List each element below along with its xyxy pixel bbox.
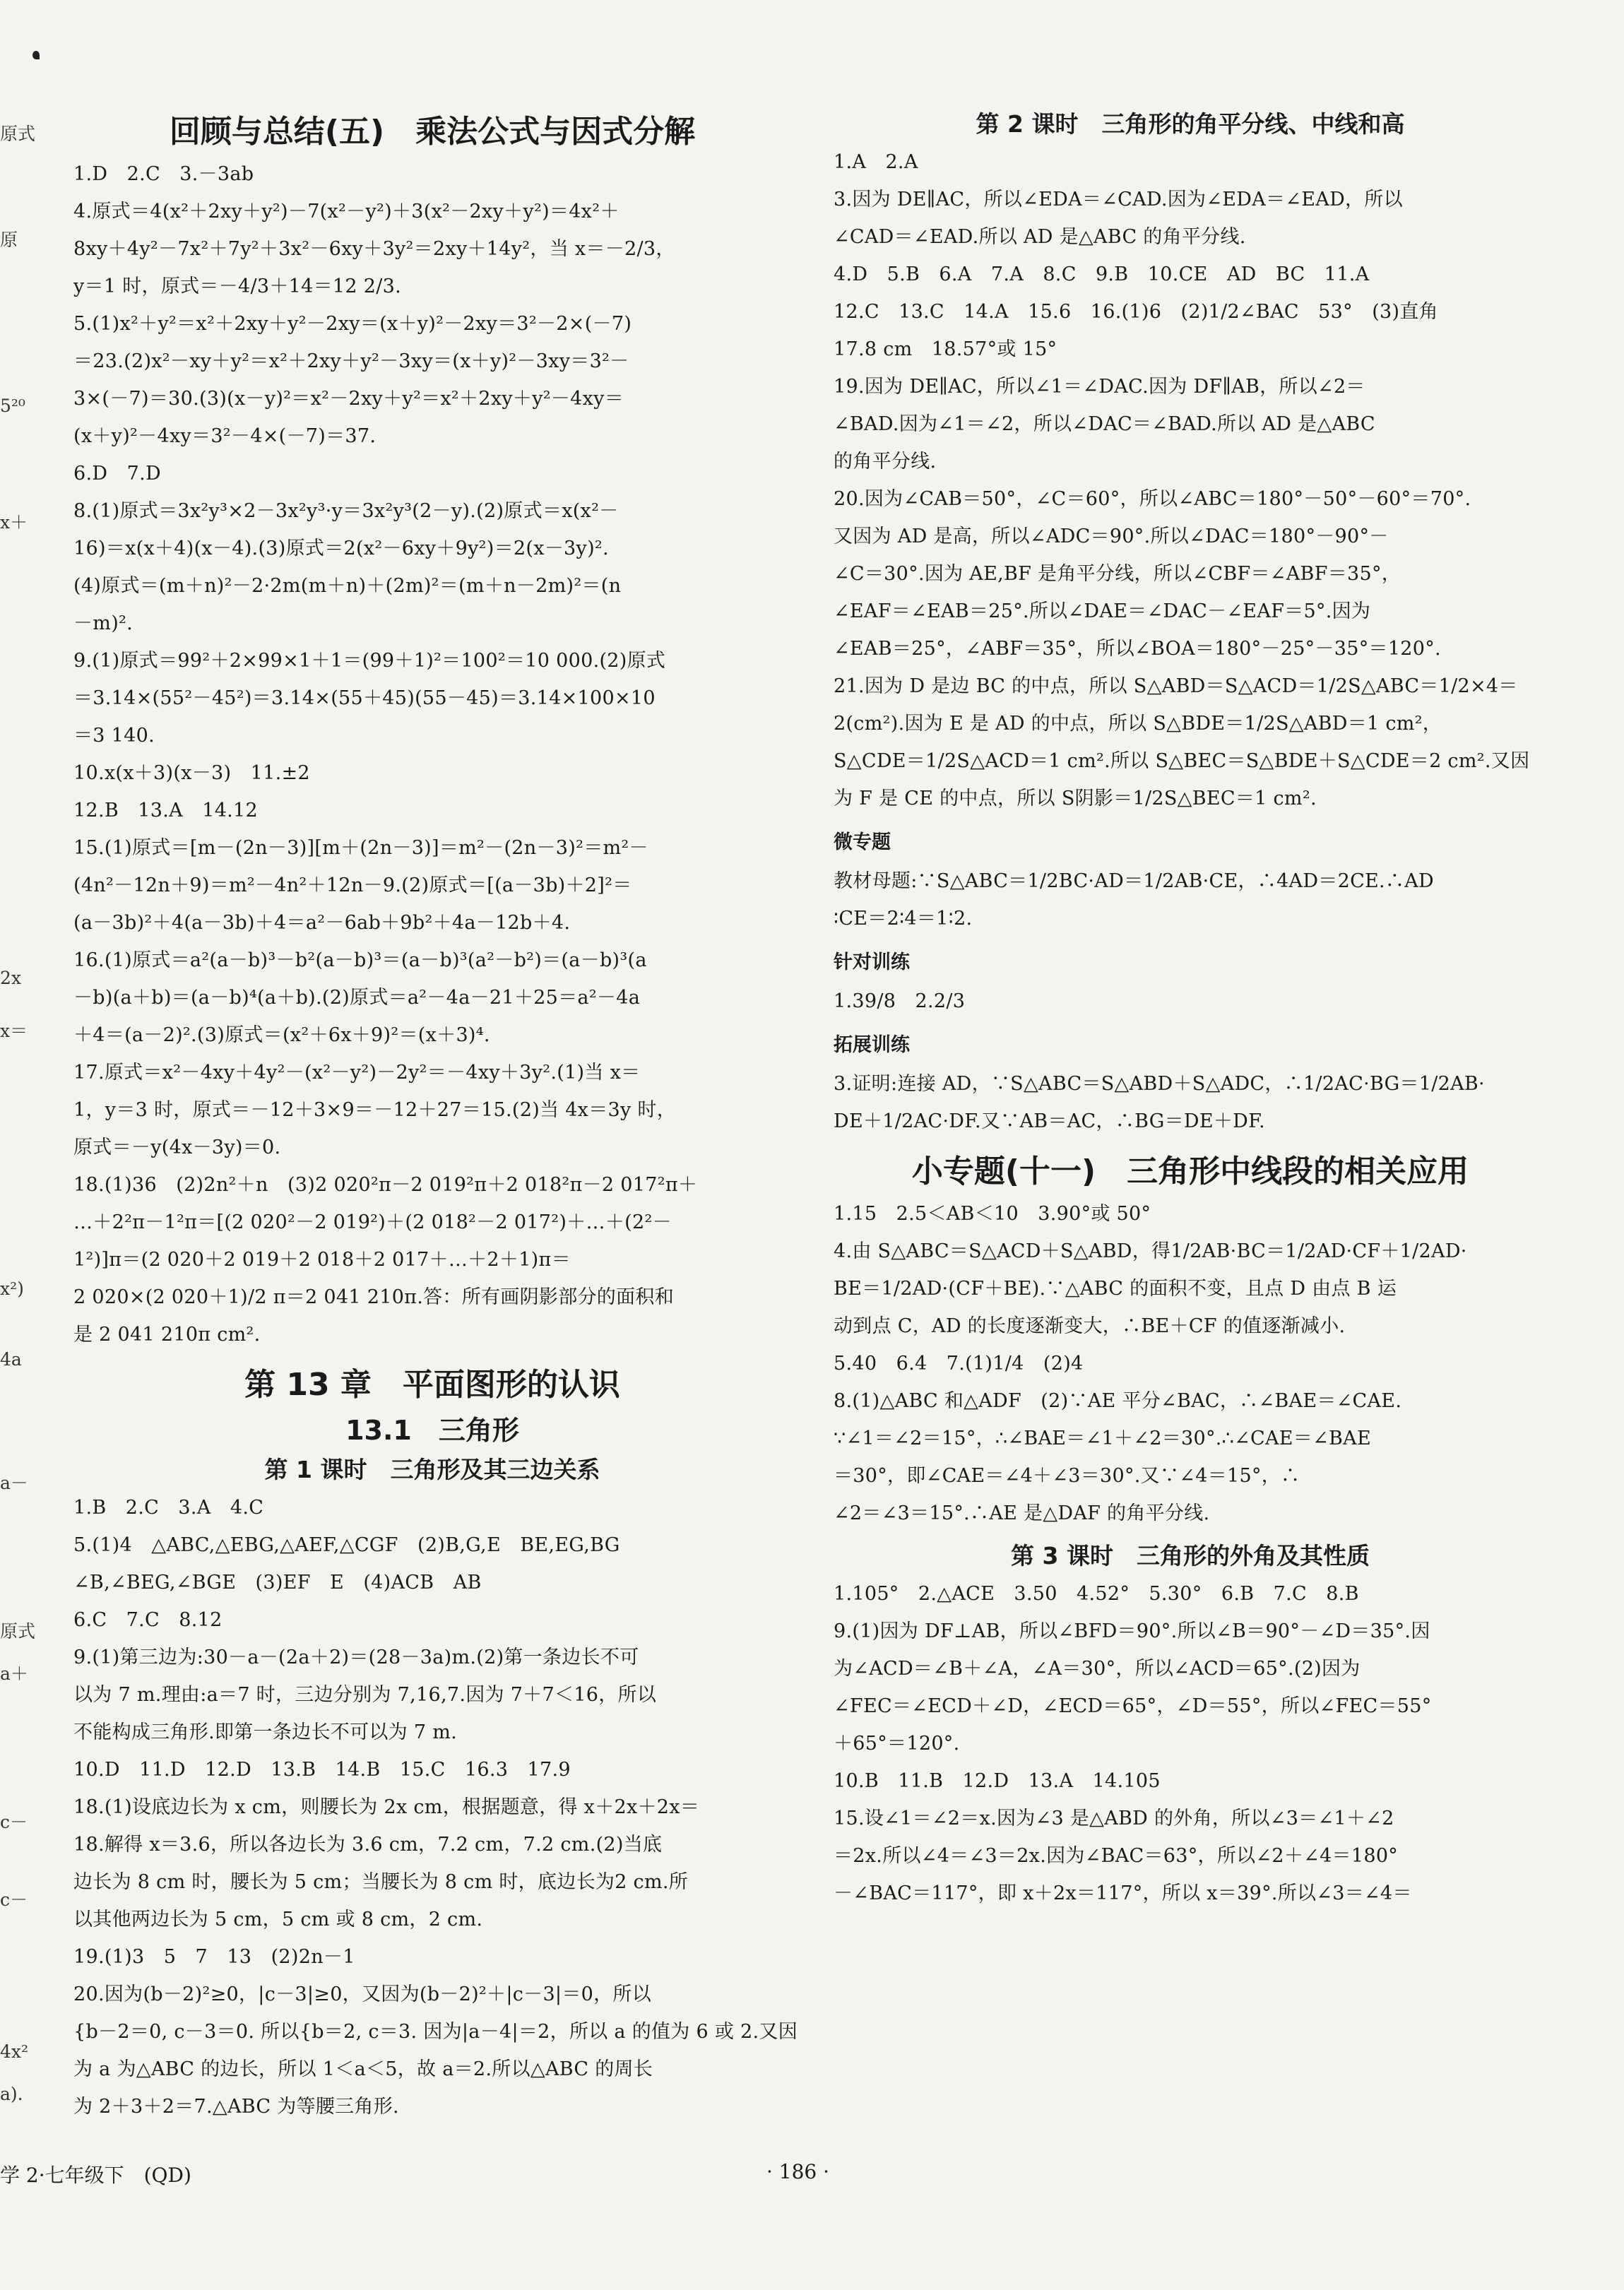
answer-line: 的角平分线. [834, 451, 937, 473]
answer-line: 8.(1)△ABC 和△ADF (2)∵AE 平分∠BAC，∴∠BAE＝∠CAE. [834, 1390, 1402, 1412]
review5-answers [73, 155, 791, 1353]
answer-line: 4.D 5.B 6.A 7.A 8.C 9.B 10.CE AD BC 11.A [834, 263, 1370, 285]
answer-line: 12.C 13.C 14.A 15.6 16.(1)6 (2)1/2∠BAC 53° (3)直角 [834, 301, 1438, 323]
answer-line: 2(cm²).因为 E 是 AD 的中点，所以 S△BDE＝1/2S△ABD＝1 cm²， [834, 713, 1442, 735]
answer-line: 3.证明:连接 AD，∵S△ABC＝S△ABD＋S△ADC，∴1/2AC·BG＝1/2AB· [834, 1073, 1485, 1095]
answer-line: 19.因为 DE∥AC，所以∠1＝∠DAC.因为 DF∥AB，所以∠2＝ [834, 376, 1365, 398]
answer-line: 5.40 6.4 7.(1)1/4 (2)4 [834, 1353, 1084, 1375]
answer-line: 原式＝－y(4x－3y)＝0. [73, 1137, 281, 1158]
edge-fragment: 2x [0, 968, 22, 988]
answer-line: 以其他两边长为 5 cm，5 cm 或 8 cm，2 cm. [73, 1909, 483, 1930]
answer-line: 20.因为(b－2)²≥0，|c－3|≥0，又因为(b－2)²＋|c－3|＝0，所以 [73, 1983, 652, 2005]
left-column [73, 106, 798, 2131]
answer-line: 17.8 cm 18.57°或 15° [834, 338, 1057, 360]
topic11-answers [834, 1195, 1547, 1532]
answer-line: BE＝1/2AD·(CF＋BE).∵△ABC 的面积不变，且点 D 由点 B 运 [834, 1278, 1397, 1300]
answer-line: 21.因为 D 是边 BC 的中点，所以 S△ABD＝S△ACD＝1/2S△ABC＝1/2×4＝ [834, 675, 1518, 697]
answer-line: 为 2＋3＋2＝7.△ABC 为等腰三角形. [73, 2096, 399, 2118]
answer-line: 10.B 11.B 12.D 13.A 14.105 [834, 1770, 1161, 1792]
answer-line: ＝23.(2)x²－xy＋y²＝x²＋2xy＋y²－3xy＝(x＋y)²－3xy＝3²－ [73, 350, 629, 372]
answer-line: 不能构成三角形.即第一条边长不可以为 7 m. [73, 1721, 458, 1743]
answer-line: 动到点 C，AD 的长度逐渐变大，∴BE＋CF 的值逐渐减小. [834, 1315, 1346, 1337]
answer-line: 3.因为 DE∥AC，所以∠EDA＝∠CAD.因为∠EDA＝∠EAD，所以 [834, 189, 1403, 210]
extension-training-heading: 拓展训练 [834, 1034, 910, 1056]
answer-line: 10.x(x＋3)(x－3) 11.±2 [73, 762, 310, 784]
answer-line: 4.由 S△ABC＝S△ACD＋S△ABD，得1/2AB·BC＝1/2AD·CF＋1/2AD· [834, 1240, 1467, 1262]
answer-line: －m)². [73, 612, 134, 634]
targeted-training-heading: 针对训练 [834, 951, 910, 973]
answer-line: ∠BAD.因为∠1＝∠2，所以∠DAC＝∠BAD.所以 AD 是△ABC [834, 413, 1375, 435]
answer-line: ＋4＝(a－2)².(3)原式＝(x²＋6x＋9)²＝(x＋3)⁴. [73, 1024, 490, 1046]
edge-fragment: 4a [0, 1349, 22, 1370]
answer-line: {b－2＝0, c－3＝0. 所以{b＝2, c＝3. 因为|a－4|＝2，所以 a 的值为 6 或 2.又因 [73, 2021, 798, 2043]
edge-fragment: x²) [0, 1279, 24, 1299]
answer-line: 5.(1)4 △ABC,△EBG,△AEF,△CGF (2)B,G,E BE,EG,BG [73, 1534, 620, 1556]
extension-training-answers [834, 1065, 1547, 1140]
answer-line: 9.(1)原式＝99²＋2×99×1＋1＝(99＋1)²＝100²＝10 000.(2)原式 [73, 650, 666, 672]
answer-line: 17.原式＝x²－4xy＋4y²－(x²－y²)－2y²＝－4xy＋3y².(1)当 x＝ [73, 1062, 641, 1084]
answer-line: ∶CE＝2∶4＝1∶2. [834, 908, 973, 930]
answer-line: 18.解得 x＝3.6，所以各边长为 3.6 cm，7.2 cm，7.2 cm.(2)当底 [73, 1834, 663, 1856]
footer-book-info: 学 2·七年级下 (QD) [0, 2164, 191, 2187]
answer-line: ∠2＝∠3＝15°.∴AE 是△DAF 的角平分线. [834, 1502, 1210, 1524]
lesson1-answers [73, 1489, 798, 2125]
edge-fragment: x＋ [0, 512, 28, 533]
answer-line: DE＋1/2AC·DF.又∵AB＝AC，∴BG＝DE＋DF. [834, 1110, 1265, 1132]
answer-line: 1.A 2.A [834, 151, 918, 173]
answer-line: ＝30°，即∠CAE＝∠4＋∠3＝30°.又∵∠4＝15°，∴ [834, 1465, 1300, 1487]
answer-line: 15.设∠1＝∠2＝x.因为∠3 是△ABD 的外角，所以∠3＝∠1＋∠2 [834, 1808, 1394, 1829]
answer-line: 9.(1)因为 DF⊥AB，所以∠BFD＝90°.所以∠B＝90°－∠D＝35°.因 [834, 1620, 1430, 1642]
section-title-review5: 回顾与总结(五) 乘法公式与因式分解 [169, 114, 696, 150]
answer-line: (4n²－12n＋9)＝m²－4n²＋12n－9.(2)原式＝[(a－3b)＋2]²＝ [73, 874, 632, 896]
answer-line: 15.(1)原式＝[m－(2n－3)][m＋(2n－3)]＝m²－(2n－3)²＝m²－ [73, 837, 648, 859]
micro-textbook-answers [834, 862, 1547, 937]
lesson1-title: 第 1 课时 三角形及其三边关系 [264, 1456, 600, 1483]
answer-line: 为 F 是 CE 的中点，所以 S阴影＝1/2S△BEC＝1 cm². [834, 788, 1317, 809]
answer-line: 为∠ACD＝∠B＋∠A，∠A＝30°，所以∠ACD＝65°.(2)因为 [834, 1658, 1361, 1680]
edge-fragment: 原 [0, 230, 18, 250]
edge-fragment: 原式 [0, 1621, 36, 1642]
answer-line: 18.(1)36 (2)2n²＋n (3)2 020²π－2 019²π＋2 018²π－2 017²π＋ [73, 1174, 698, 1196]
answer-line: 4.原式＝4(x²＋2xy＋y²)－7(x²－y²)＋3(x²－2xy＋y²)＝4x²＋ [73, 201, 620, 223]
answer-line: ＋65°＝120°. [834, 1733, 960, 1755]
answer-line: ＝3 140. [73, 725, 155, 747]
answer-line: ∠EAF＝∠EAB＝25°.所以∠DAE＝∠DAC－∠EAF＝5°.因为 [834, 600, 1371, 622]
answer-line: S△CDE＝1/2S△ACD＝1 cm².所以 S△BEC＝S△BDE＋S△CDE＝2 cm².又因 [834, 750, 1530, 772]
answer-line: 16)＝x(x＋4)(x－4).(3)原式＝2(x²－6xy＋9y²)＝2(x－3y)². [73, 538, 609, 559]
answer-line: 1.105° 2.△ACE 3.50 4.52° 5.30° 6.B 7.C 8.B [834, 1583, 1359, 1605]
answer-line: 1，y＝3 时，原式＝－12＋3×9＝－12＋27＝15.(2)当 4x＝3y 时， [73, 1099, 677, 1121]
answer-line: 1²)]π＝(2 020＋2 019＋2 018＋2 017＋…＋2＋1)π＝ [73, 1249, 571, 1271]
answer-line: 12.B 13.A 14.12 [73, 800, 259, 821]
section-subtitle: 13.1 三角形 [345, 1415, 519, 1446]
answer-line: 16.(1)原式＝a²(a－b)³－b²(a－b)³＝(a－b)³(a²－b²)＝(a－b)³(a [73, 949, 647, 971]
micro-topic-heading: 微专题 [834, 831, 891, 853]
answer-line: －b)(a＋b)＝(a－b)⁴(a＋b).(2)原式＝a²－4a－21＋25＝a²－4a [73, 987, 641, 1009]
answer-line: ∠FEC＝∠ECD＋∠D，∠ECD＝65°，∠D＝55°，所以∠FEC＝55° [834, 1695, 1432, 1717]
answer-line: (4)原式＝(m＋n)²－2·2m(m＋n)＋(2m)²＝(m＋n－2m)²＝(n [73, 575, 622, 597]
chapter-title: 第 13 章 平面图形的认识 [244, 1367, 620, 1403]
answer-line: (a－3b)²＋4(a－3b)＋4＝a²－6ab＋9b²＋4a－12b＋4. [73, 912, 571, 934]
answer-line: ∠EAB＝25°，∠ABF＝35°，所以∠BOA＝180°－25°－35°＝120°. [834, 638, 1441, 660]
answer-line: 是 2 041 210π cm². [73, 1324, 261, 1346]
answer-line: 19.(1)3 5 7 13 (2)2n－1 [73, 1946, 355, 1968]
edge-fragment: 原式 [0, 124, 36, 144]
answer-line: 5.(1)x²＋y²＝x²＋2xy＋y²－2xy＝(x＋y)²－2xy＝3²－2×(－7) [73, 313, 632, 335]
answer-line: 8xy＋4y²－7x²＋7y²＋3x²－6xy＋3y²＝2xy＋14y²，当 x＝－2/3， [73, 238, 675, 260]
answer-line: 1.39/8 2.2/3 [834, 990, 966, 1012]
lesson2-answers [834, 143, 1547, 817]
edge-fragment: a). [0, 2084, 23, 2104]
answer-line: 10.D 11.D 12.D 13.B 14.B 15.C 16.3 17.9 [73, 1759, 571, 1781]
answer-line: 1.B 2.C 3.A 4.C [73, 1497, 264, 1519]
answer-line: 6.C 7.C 8.12 [73, 1609, 223, 1631]
answer-line: 20.因为∠CAB＝50°，∠C＝60°，所以∠ABC＝180°－50°－60°＝70°. [834, 488, 1471, 510]
answer-line: 1.D 2.C 3.－3ab [73, 163, 254, 185]
answer-line: 3×(－7)＝30.(3)(x－y)²＝x²－2xy＋y²＝x²＋2xy＋y²－4xy＝ [73, 388, 624, 410]
targeted-training-answers [834, 983, 1547, 1020]
edge-fragment: c－ [0, 1889, 28, 1910]
print-mark [32, 51, 40, 59]
answer-line: ∠CAD＝∠EAD.所以 AD 是△ABC 的角平分线. [834, 226, 1246, 248]
edge-fragment: a－ [0, 1473, 28, 1493]
edge-fragment: c－ [0, 1812, 28, 1832]
topic11-title: 小专题(十一) 三角形中线段的相关应用 [911, 1153, 1469, 1190]
edge-fragment: 4x² [0, 2041, 29, 2062]
edge-fragment: a＋ [0, 1663, 28, 1684]
answer-line: ∠B,∠BEG,∠BGE (3)EF E (4)ACB AB [73, 1572, 482, 1594]
answer-line: ∠C＝30°.因为 AE,BF 是角平分线，所以∠CBF＝∠ABF＝35°， [834, 563, 1401, 585]
answer-line: y＝1 时，原式＝－4/3＋14＝12 2/3. [73, 275, 401, 297]
lesson3-answers [834, 1575, 1547, 1912]
answer-line: －∠BAC＝117°，即 x＋2x＝117°，所以 x＝39°.所以∠3＝∠4＝ [834, 1882, 1412, 1904]
answer-line: 又因为 AD 是高，所以∠ADC＝90°.所以∠DAC＝180°－90°－ [834, 526, 1389, 547]
page-number: · 186 · [766, 2160, 830, 2183]
answer-line: 教材母题:∵S△ABC＝1/2BC·AD＝1/2AB·CE，∴4AD＝2CE.∴AD [834, 870, 1434, 892]
answer-line: …＋2²π－1²π＝[(2 020²－2 019²)＋(2 018²－2 017²)＋…＋(2²－ [73, 1211, 672, 1233]
lesson3-title: 第 3 课时 三角形的外角及其性质 [1011, 1542, 1370, 1570]
answer-line: 以为 7 m.理由:a＝7 时，三边分别为 7,16,7.因为 7＋7＜16，所以 [73, 1684, 657, 1706]
answer-line: 2 020×(2 020＋1)/2 π＝2 041 210π.答：所有画阴影部分的面积和 [73, 1286, 675, 1308]
answer-line: ＝2x.所以∠4＝∠3＝2x.因为∠BAC＝63°，所以∠2＋∠4＝180° [834, 1845, 1399, 1867]
answer-line: (x＋y)²－4xy＝3²－4×(－7)＝37. [73, 425, 377, 447]
right-column [834, 106, 1547, 1918]
answer-line: 为 a 为△ABC 的边长，所以 1＜a＜5，故 a＝2.所以△ABC 的周长 [73, 2058, 653, 2080]
lesson2-title: 第 2 课时 三角形的角平分线、中线和高 [976, 110, 1405, 138]
answer-line: ＝3.14×(55²－45²)＝3.14×(55＋45)(55－45)＝3.14×100×10 [73, 687, 656, 709]
answer-line: 6.D 7.D [73, 463, 161, 485]
answer-line: 8.(1)原式＝3x²y³×2－3x²y³·y＝3x²y³(2－y).(2)原式＝x(x²－ [73, 500, 619, 522]
edge-fragment: x＝ [0, 1021, 28, 1041]
answer-line: 1.15 2.5＜AB＜10 3.90°或 50° [834, 1203, 1151, 1225]
answer-line: 边长为 8 cm 时，腰长为 5 cm；当腰长为 8 cm 时，底边长为2 cm.所 [73, 1871, 689, 1893]
answer-line: 9.(1)第三边为:30－a－(2a＋2)＝(28－3a)m.(2)第一条边长不可 [73, 1647, 639, 1668]
answer-line: 18.(1)设底边长为 x cm，则腰长为 2x cm，根据题意，得 x＋2x＋2x＝ [73, 1796, 700, 1818]
edge-fragment: 5²⁰ [0, 396, 25, 416]
answer-line: ∵∠1＝∠2＝15°，∴∠BAE＝∠1＋∠2＝30°.∴∠CAE＝∠BAE [834, 1428, 1371, 1449]
